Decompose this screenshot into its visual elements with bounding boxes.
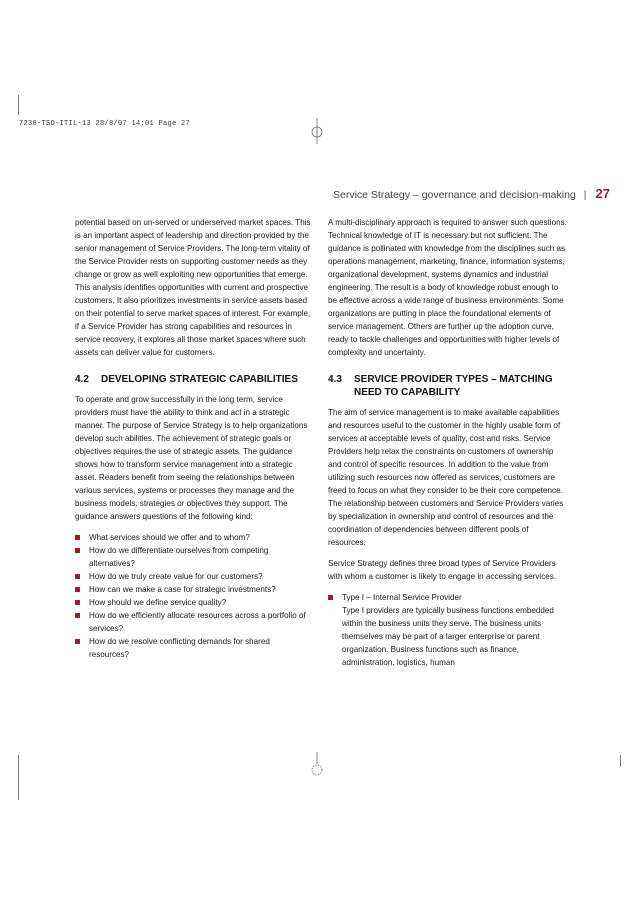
bullet-square-icon <box>75 613 80 618</box>
left-column <box>75 216 312 669</box>
list-item <box>75 544 312 570</box>
crop-line-right-bottom <box>620 755 621 767</box>
list-item-text: Type I providers are typically business functions embedded within the business units they serve. The business units themselves may be part of a larger enterprise or parent organization. Business functions such as finance, administration, logistics, human <box>342 606 554 667</box>
bullet-square-icon <box>75 548 80 553</box>
list-item <box>75 531 312 544</box>
right-column <box>328 216 568 677</box>
running-head <box>333 186 610 201</box>
bullet-square-icon <box>328 595 333 600</box>
list-item-title: Type I – Internal Service Provider <box>342 593 462 602</box>
bullet-square-icon <box>75 574 80 579</box>
print-slug: 7238-TSO-ITIL-13 28/8/07 14:01 Page 27 <box>19 120 191 128</box>
question-list <box>75 531 312 661</box>
list-item <box>75 583 312 596</box>
bullet-square-icon <box>75 535 80 540</box>
crop-line-left-top <box>18 95 19 115</box>
list-item-text: How can we make a case for strategic investments? <box>89 585 276 594</box>
bullet-square-icon <box>75 600 80 605</box>
section-4-3-paragraph-2: Service Strategy defines three broad types of Service Providers with whom a customer is likely to engage in accessing services. <box>328 559 557 581</box>
section-title: SERVICE PROVIDER TYPES – MATCHING NEED TO CAPABILITY <box>354 374 553 398</box>
running-head-section: Service Strategy – governance and decision-making <box>332 189 576 201</box>
list-item-text: How should we define service quality? <box>89 598 227 607</box>
bullet-square-icon <box>75 587 80 592</box>
crop-line-left-bottom <box>18 755 19 800</box>
registration-mark-top <box>309 118 325 144</box>
list-item-text: How do we differentiate ourselves from competing alternatives? <box>89 546 269 568</box>
section-4-3-paragraph-1: The aim of service management is to make available capabilities and resources useful to the customer in the highly usable form of services at acceptable levels of quality, cost and risks. Service Providers help relax the constraints on customers of ownership and control of specific resources. In addition to the value from utilizing such resources now offered as services, customers are freed to focus on what they consider to be their core competence. The relationship between customers and Service Providers varies by specialization in ownership and control of resources and the coordination of dependencies between different pools of resources. <box>328 408 564 547</box>
provider-type-list <box>328 591 568 669</box>
left-intro-paragraph: potential based on un-served or underserved market spaces. This is an important aspect of leadership and direction provided by the senior management of Service Providers. The long-term vitality of the Service Provider rests on supporting customer needs as they change or grow as well exploiting new opportunities that emerge. This analysis identifies opportunities with current and prospective customers. It also prioritizes investments in service assets based on their potential to serve market spaces of interest. For example, if a Service Provider has strong capabilities and resources in service recovery, it explores all those market spaces where such assets can deliver value for customers. <box>75 218 311 357</box>
running-head-separator: | <box>583 189 587 201</box>
section-4-2-paragraph: To operate and grow successfully in the long term, service providers must have the ability to think and act in a strategic manner. The purpose of Service Strategy is to help organizations develop such abilities. The achievement of strategic goals or objectives requires the use of strategic assets. The guidance shows how to transform service management into a strategic asset. Readers benefit from seeing the relationships between various services, systems or processes they manage and the business models, strategies or objectives they support. The guidance answers questions of the following kind: <box>75 395 308 521</box>
list-item-text: How do we truly create value for our customers? <box>89 572 263 581</box>
list-item-text: How do we efficiently allocate resources across a portfolio of services? <box>89 611 306 633</box>
registration-mark-bottom <box>309 752 325 782</box>
page-number: 27 <box>595 186 610 201</box>
bullet-square-icon <box>75 639 80 644</box>
list-item <box>75 635 312 661</box>
section-number: 4.2 <box>75 374 89 385</box>
list-item <box>328 591 568 669</box>
section-heading-4-3 <box>328 373 568 399</box>
section-number: 4.3 <box>328 374 342 385</box>
list-item-text: How do we resolve conflicting demands for shared resources? <box>89 637 270 659</box>
list-item <box>75 596 312 609</box>
list-item <box>75 570 312 583</box>
section-title: DEVELOPING STRATEGIC CAPABILITIES <box>101 374 298 385</box>
list-item <box>75 609 312 635</box>
right-intro-paragraph: A multi-disciplinary approach is required to answer such questions. Technical knowledge of IT is necessary but not sufficient. The guidance is pollinated with knowledge from the disciplines such as operations management, marketing, finance, information systems, organizational development, systems dynamics and industrial engineering. The result is a body of knowledge robust enough to be effective across a wide range of business environments. Some organizations are putting in place the foundational elements of service management. Others are further up the adoption curve, ready to tackle challenges and opportunities with higher levels of complexity and uncertainty. <box>328 218 567 357</box>
list-item-text: What services should we offer and to whom? <box>89 533 250 542</box>
section-heading-4-2 <box>75 373 312 386</box>
